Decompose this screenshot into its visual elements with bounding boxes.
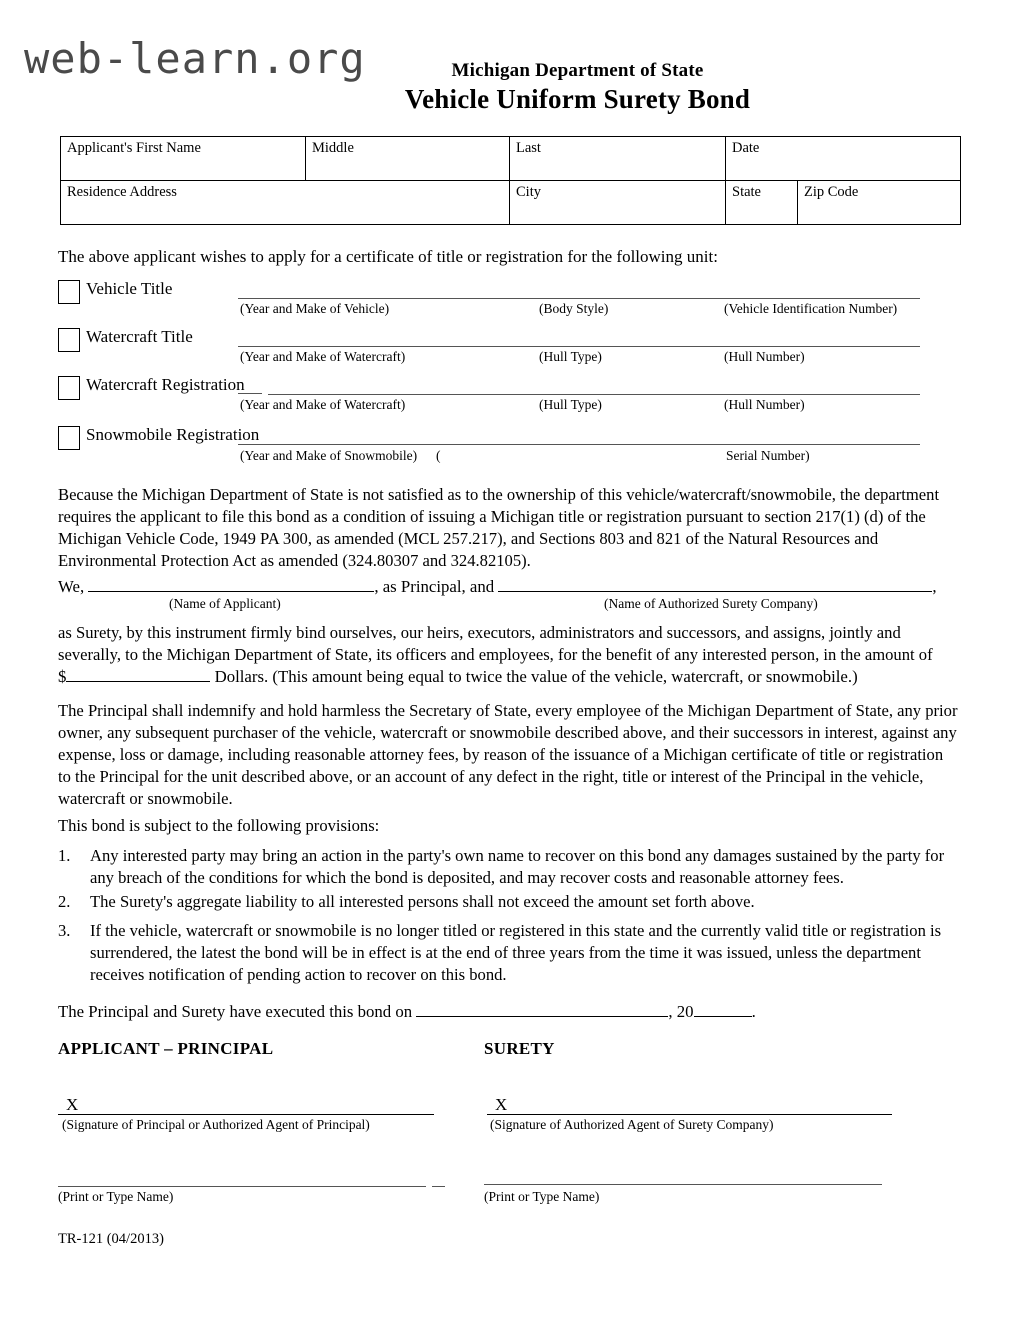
intro-text: The above applicant wishes to apply for a certificate of title or registration for the following unit: <box>58 247 718 266</box>
input-execution-date[interactable] <box>416 1001 668 1017</box>
department-name: Michigan Department of State <box>451 60 704 81</box>
unit-label-watercraft-registration: Watercraft Registration <box>86 375 245 394</box>
amount-line <box>58 666 858 687</box>
execution-period: . <box>751 1002 756 1021</box>
unit-label-snowmobile-registration: Snowmobile Registration <box>86 425 260 444</box>
list-item <box>58 891 960 913</box>
input-name-of-surety-company[interactable] <box>498 576 932 592</box>
caption-print-name-principal: (Print or Type Name) <box>58 1189 174 1204</box>
caption-signature-surety: (Signature of Authorized Agent of Surety Company) <box>490 1117 774 1132</box>
caption-print-name-surety: (Print or Type Name) <box>484 1189 600 1204</box>
caption-year-make-vehicle: (Year and Make of Vehicle) <box>240 301 390 316</box>
signature-x-surety: X <box>495 1095 508 1114</box>
field-last-name[interactable]: Last <box>510 137 726 181</box>
caption-hull-type-2: (Hull Type) <box>539 397 602 412</box>
fill-line-watercraft-reg-stub[interactable] <box>238 393 262 394</box>
list-item-text: The Surety's aggregate liability to all interested persons shall not exceed the amount set forth above. <box>90 892 755 911</box>
unit-label-watercraft-title: Watercraft Title <box>86 327 193 346</box>
list-item-text: Any interested party may bring an action in the party's own name to recover on this bond any damages sustained by the party for any breach of the conditions for which the bond is deposited, and may recover costs and reasonable attorney fees. <box>90 846 945 888</box>
caption-name-of-surety-company: (Name of Authorized Surety Company) <box>604 596 818 611</box>
checkbox-watercraft-title[interactable] <box>58 328 80 352</box>
list-item-number: 2. <box>58 892 71 911</box>
unit-label-vehicle-title: Vehicle Title <box>86 279 173 298</box>
form-number: TR-121 (04/2013) <box>58 1231 164 1247</box>
unit-row-watercraft-registration <box>58 376 960 404</box>
print-name-line-surety[interactable] <box>484 1184 882 1185</box>
table-row <box>61 181 961 225</box>
provisions-intro: This bond is subject to the following provisions: <box>58 816 380 835</box>
field-date[interactable]: Date <box>726 137 961 181</box>
unit-row-snowmobile-registration <box>58 426 960 454</box>
watermark-web-learn: web-learn.org <box>24 34 366 83</box>
fill-line-vehicle[interactable] <box>238 298 920 299</box>
dollars-text: Dollars. (This amount being equal to twice the value of the vehicle, watercraft, or snowmobile.) <box>214 667 858 686</box>
page-title: Vehicle Uniform Surety Bond <box>404 84 751 114</box>
checkbox-watercraft-registration[interactable] <box>58 376 80 400</box>
paragraph-surety-line2: severally, to the Michigan Department of State, its officers and employees, for the benefit of any interested person, in the amount of <box>58 645 933 664</box>
input-name-of-applicant[interactable] <box>88 576 374 592</box>
we-line <box>58 576 937 597</box>
paragraph-indemnify: The Principal shall indemnify and hold harmless the Secretary of State, every employee of the Michigan Department of State, any prior owner, any subsequent purchaser of the vehicle, watercraft or snowmobile described above, and their successors in interest, against any expense, loss or damage, including reasonable attorney fees, by reason of the issuance of a Michigan certificate of title or registration to the Principal for the unit described above, or an account of any defect in the right, title or interest of the Principal in the vehicle, watercraft or snowmobile. <box>58 701 958 809</box>
input-execution-year[interactable] <box>694 1001 752 1017</box>
execution-prefix: The Principal and Surety have executed this bond on <box>58 1002 413 1021</box>
caption-year-make-snowmobile: (Year and Make of Snowmobile) <box>240 448 418 463</box>
signature-x-principal: X <box>66 1095 79 1114</box>
caption-vin: (Vehicle Identification Number) <box>724 301 898 316</box>
dollar-sign: $ <box>58 667 67 686</box>
field-city[interactable]: City <box>510 181 726 225</box>
caption-signature-principal: (Signature of Principal or Authorized Agent of Principal) <box>62 1117 370 1132</box>
print-name-line-dash <box>432 1186 445 1187</box>
caption-hull-number-2: (Hull Number) <box>724 397 805 412</box>
fill-line-snowmobile[interactable] <box>238 444 920 445</box>
field-first-name[interactable]: Applicant's First Name <box>61 137 306 181</box>
applicant-info-table <box>60 136 961 225</box>
caption-name-of-applicant: (Name of Applicant) <box>169 596 281 611</box>
heading-applicant-principal: APPLICANT – PRINCIPAL <box>58 1039 274 1058</box>
list-item-number: 3. <box>58 921 71 940</box>
table-row <box>61 137 961 181</box>
list-item-text: If the vehicle, watercraft or snowmobile is no longer titled or registered in this state and the currently valid title or registration is surrendered, the latest the bond will be in effect is at the end of three years from the time it was issued, unless the department receives notification of pending action to recover on this bond. <box>90 921 942 985</box>
print-name-line-principal[interactable] <box>58 1186 426 1187</box>
signature-line-surety[interactable] <box>487 1114 892 1115</box>
fill-line-watercraft-title[interactable] <box>238 346 920 347</box>
execution-line <box>58 1001 756 1022</box>
fill-line-watercraft-registration[interactable] <box>268 394 920 395</box>
checkbox-vehicle-title[interactable] <box>58 280 80 304</box>
caption-year-make-watercraft-2: (Year and Make of Watercraft) <box>240 397 406 412</box>
execution-year-prefix: , 20 <box>668 1002 694 1021</box>
we-suffix: , <box>932 577 937 596</box>
list-item <box>58 845 960 889</box>
input-bond-amount[interactable] <box>66 666 210 682</box>
heading-surety: SURETY <box>484 1039 555 1058</box>
caption-serial-number: Serial Number) <box>726 448 810 463</box>
checkbox-snowmobile-registration[interactable] <box>58 426 80 450</box>
caption-hull-number-1: (Hull Number) <box>724 349 805 364</box>
caption-hull-type-1: (Hull Type) <box>539 349 602 364</box>
we-prefix: We, <box>58 577 85 596</box>
caption-year-make-watercraft-1: (Year and Make of Watercraft) <box>240 349 406 364</box>
list-item-number: 1. <box>58 846 71 865</box>
field-zip-code[interactable]: Zip Code <box>798 181 961 225</box>
field-middle-name[interactable]: Middle <box>306 137 510 181</box>
list-item <box>58 920 960 987</box>
field-state[interactable]: State <box>726 181 798 225</box>
paragraph-because: Because the Michigan Department of State is not satisfied as to the ownership of this vehicle/watercraft/snowmobile, the department requires the applicant to file this bond as a condition of issuing a Michigan title or registration pursuant to section 217(1) (d) of the Michigan Vehicle Code, 1949 PA 300, as amended (MCL 257.217), and Sections 803 and 821 of the Natural Resources and Environmental Protection Act as amended (324.80307 and 324.82105). <box>58 485 940 571</box>
caption-open-paren: ( <box>436 448 441 463</box>
caption-body-style: (Body Style) <box>539 301 609 316</box>
field-residence-address[interactable]: Residence Address <box>61 181 510 225</box>
signature-line-principal[interactable] <box>58 1114 434 1115</box>
unit-row-watercraft-title <box>58 328 960 356</box>
paragraph-surety-line1: as Surety, by this instrument firmly bind ourselves, our heirs, executors, administrators and successors, and assigns, jointly and <box>58 623 901 642</box>
we-middle: , as Principal, and <box>374 577 495 596</box>
